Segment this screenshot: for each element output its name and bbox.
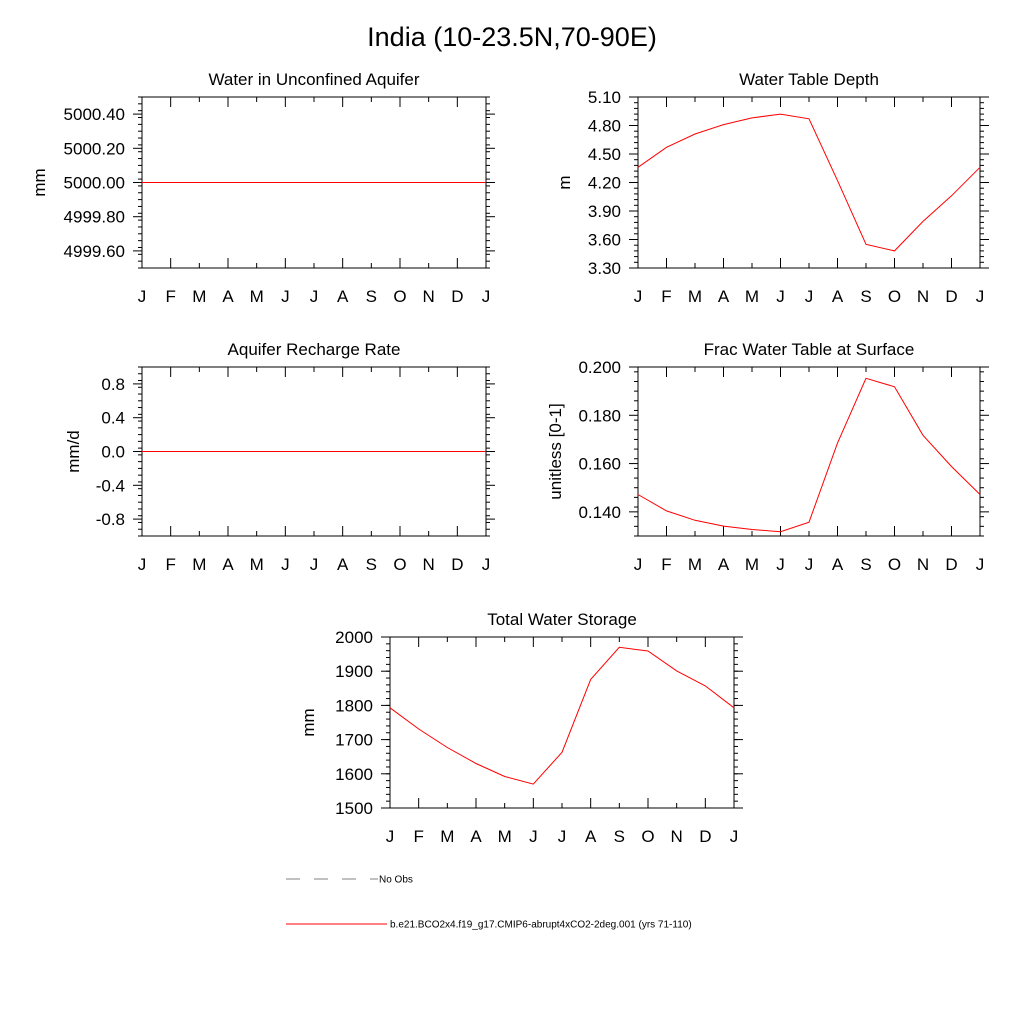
- total-water-storage-x-tick-label: A: [584, 827, 597, 846]
- water-table-depth-title: Water Table Depth: [739, 70, 879, 89]
- water-table-depth-x-tick-label: S: [860, 287, 872, 306]
- recharge-rate-x-tick-label: D: [451, 555, 464, 574]
- water-table-depth-x-tick-label: M: [744, 287, 760, 306]
- water-table-depth-y-tick-label: 4.20: [587, 173, 621, 193]
- frac-water-table-y-tick-label: 0.160: [578, 454, 621, 474]
- total-water-storage-series-line: [390, 647, 734, 784]
- aquifer-water-x-tick-label: F: [165, 287, 176, 306]
- recharge-rate-title: Aquifer Recharge Rate: [227, 340, 401, 359]
- recharge-rate-x-tick-label: J: [481, 555, 491, 574]
- water-table-depth-y-tick-label: 4.50: [587, 145, 621, 164]
- aquifer-water-y-tick-label: 5000.40: [63, 105, 125, 125]
- recharge-rate-panel: [64, 340, 495, 574]
- recharge-rate-x-tick-label: M: [192, 555, 207, 574]
- frac-water-table-x-tick-label: J: [776, 555, 785, 574]
- water-table-depth-x-tick-label: M: [687, 287, 703, 306]
- frac-water-table-x-tick-label: J: [633, 555, 643, 574]
- frac-water-table-x-tick-label: A: [717, 555, 730, 574]
- frac-water-table-x-tick-label: A: [831, 555, 844, 574]
- water-table-depth-x-tick-label: D: [945, 287, 958, 306]
- aquifer-water-x-tick-label: O: [393, 287, 407, 306]
- recharge-rate-y-tick-label: 0.8: [101, 374, 125, 394]
- recharge-rate-x-tick-label: J: [309, 555, 319, 574]
- frac-water-table-x-tick-label: N: [916, 555, 930, 574]
- aquifer-water-x-tick-label: J: [481, 287, 491, 306]
- frac-water-table-y-tick-label: 0.140: [578, 502, 621, 522]
- water-table-depth-y-tick-label: 3.60: [587, 230, 621, 250]
- total-water-storage-x-tick-label: O: [641, 827, 655, 846]
- aquifer-water-x-tick-label: D: [451, 287, 464, 306]
- total-water-storage-y-tick-label: 1700: [335, 730, 373, 750]
- aquifer-water-y-axis-label: mm: [30, 168, 49, 197]
- aquifer-water-x-tick-label: A: [336, 287, 349, 306]
- recharge-rate-x-tick-label: O: [393, 555, 407, 574]
- water-table-depth-x-tick-label: A: [717, 287, 730, 306]
- aquifer-water-x-tick-label: A: [222, 287, 234, 306]
- aquifer-water-x-tick-label: M: [192, 287, 207, 306]
- water-table-depth-y-tick-label: 3.30: [587, 259, 621, 278]
- total-water-storage-x-tick-label: J: [729, 827, 739, 846]
- recharge-rate-y-tick-label: -0.8: [95, 510, 125, 530]
- water-table-depth-x-tick-label: J: [975, 287, 985, 306]
- aquifer-water-panel: [30, 70, 495, 306]
- aquifer-water-x-tick-label: J: [281, 287, 290, 306]
- total-water-storage-x-tick-label: A: [470, 827, 482, 846]
- frac-water-table-title: Frac Water Table at Surface: [703, 340, 915, 359]
- total-water-storage-y-tick-label: 2000: [335, 628, 373, 647]
- water-table-depth-x-tick-label: J: [804, 287, 814, 306]
- total-water-storage-y-tick-label: 1600: [335, 764, 373, 784]
- frac-water-table-series-line: [638, 378, 980, 531]
- frac-water-table-panel: [546, 340, 989, 574]
- total-water-storage-title: Total Water Storage: [487, 610, 637, 629]
- water-table-depth-x-tick-label: J: [633, 287, 643, 306]
- frac-water-table-x-tick-label: F: [661, 555, 672, 574]
- total-water-storage-y-tick-label: 1800: [335, 696, 373, 716]
- water-table-depth-y-tick-label: 4.80: [587, 116, 621, 136]
- frac-water-table-x-tick-label: D: [945, 555, 958, 574]
- aquifer-water-x-tick-label: N: [422, 287, 435, 306]
- total-water-storage-plot-frame: [390, 637, 734, 808]
- total-water-storage-x-tick-label: M: [440, 827, 455, 846]
- total-water-storage-x-tick-label: J: [557, 827, 567, 846]
- recharge-rate-x-tick-label: S: [365, 555, 378, 574]
- frac-water-table-y-axis-label: unitless [0-1]: [546, 403, 565, 500]
- aquifer-water-y-tick-label: 4999.80: [63, 207, 125, 227]
- aquifer-water-x-tick-label: J: [309, 287, 319, 306]
- total-water-storage-x-tick-label: M: [497, 827, 512, 846]
- frac-water-table-y-tick-label: 0.180: [578, 406, 621, 426]
- frac-water-table-x-tick-label: S: [860, 555, 872, 574]
- water-table-depth-y-tick-label: 3.90: [587, 202, 621, 221]
- legend: [286, 875, 692, 931]
- total-water-storage-x-tick-label: F: [413, 827, 424, 846]
- total-water-storage-x-tick-label: D: [699, 827, 712, 846]
- aquifer-water-y-tick-label: 5000.00: [63, 173, 125, 193]
- recharge-rate-x-tick-label: A: [336, 555, 349, 574]
- aquifer-water-y-tick-label: 4999.60: [63, 241, 125, 261]
- frac-water-table-plot-frame: [638, 367, 980, 536]
- legend-obs-label: No Obs: [379, 874, 413, 886]
- aquifer-water-x-tick-label: S: [365, 287, 378, 306]
- recharge-rate-y-tick-label: 0.0: [101, 442, 125, 462]
- figure-title: India (10-23.5N,70-90E): [367, 22, 657, 52]
- total-water-storage-x-tick-label: J: [529, 827, 538, 846]
- total-water-storage-y-tick-label: 1900: [335, 662, 373, 682]
- water-table-depth-plot-frame: [638, 97, 980, 268]
- water-table-depth-x-tick-label: N: [916, 287, 930, 306]
- water-table-depth-y-tick-label: 5.10: [587, 88, 621, 107]
- total-water-storage-x-tick-label: S: [613, 827, 626, 846]
- recharge-rate-x-tick-label: N: [422, 555, 435, 574]
- water-table-depth-x-tick-label: F: [661, 287, 672, 306]
- total-water-storage-x-tick-label: N: [670, 827, 683, 846]
- recharge-rate-y-tick-label: 0.4: [101, 408, 125, 428]
- recharge-rate-x-tick-label: J: [137, 555, 147, 574]
- recharge-rate-y-axis-label: mm/d: [64, 430, 83, 473]
- total-water-storage-panel: [299, 610, 743, 846]
- frac-water-table-x-tick-label: J: [975, 555, 985, 574]
- water-table-depth-panel: [555, 70, 989, 306]
- total-water-storage-y-axis-label: mm: [299, 708, 318, 737]
- total-water-storage-y-tick-label: 1500: [335, 799, 373, 818]
- water-table-depth-y-axis-label: m: [555, 175, 574, 190]
- water-table-depth-series-line: [638, 114, 980, 251]
- aquifer-water-x-tick-label: M: [249, 287, 264, 306]
- recharge-rate-y-tick-label: -0.4: [95, 476, 125, 496]
- frac-water-table-x-tick-label: J: [804, 555, 814, 574]
- recharge-rate-x-tick-label: A: [222, 555, 234, 574]
- aquifer-water-x-tick-label: J: [137, 287, 147, 306]
- total-water-storage-x-tick-label: J: [385, 827, 395, 846]
- water-table-depth-x-tick-label: J: [776, 287, 785, 306]
- aquifer-water-title: Water in Unconfined Aquifer: [208, 70, 420, 89]
- legend-model-label: b.e21.BCO2x4.f19_g17.CMIP6-abrupt4xCO2-2deg.001 (yrs 71-110): [390, 919, 692, 931]
- frac-water-table-x-tick-label: M: [744, 555, 760, 574]
- recharge-rate-x-tick-label: F: [165, 555, 176, 574]
- frac-water-table-x-tick-label: M: [687, 555, 703, 574]
- frac-water-table-y-tick-label: 0.200: [578, 358, 621, 377]
- frac-water-table-x-tick-label: O: [887, 555, 902, 574]
- recharge-rate-x-tick-label: M: [249, 555, 264, 574]
- recharge-rate-x-tick-label: J: [281, 555, 290, 574]
- water-table-depth-x-tick-label: O: [887, 287, 902, 306]
- water-table-depth-x-tick-label: A: [831, 287, 844, 306]
- aquifer-water-y-tick-label: 5000.20: [63, 139, 125, 159]
